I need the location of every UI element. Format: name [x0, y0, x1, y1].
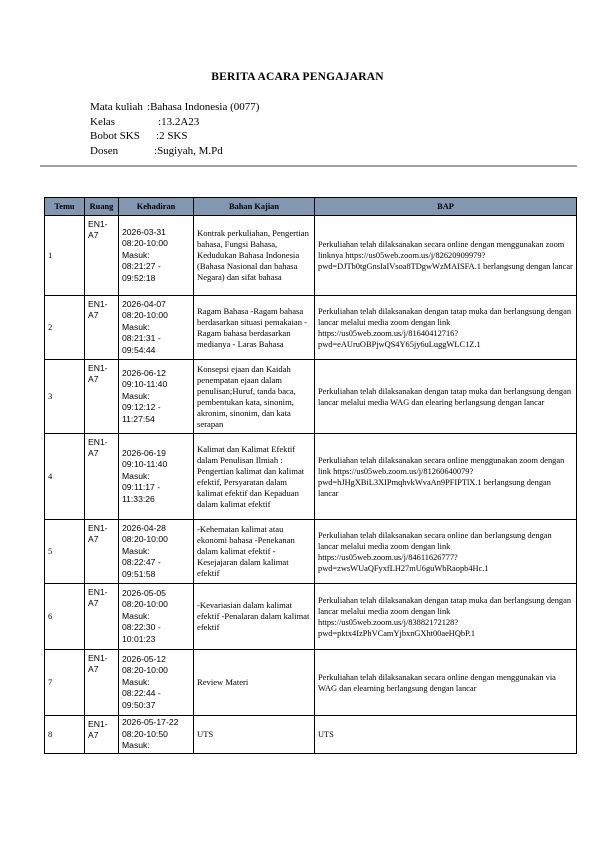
- document-title: BERITA ACARA PENGAJARAN: [211, 71, 384, 83]
- cell-bap: Perkuliahan telah dilaksanakan secara online menggunakan zoom dengan link https://us05web.zoom.us/j/81260640079?pwd=hJHgXBiL3XIPmqhvkWvaAn9PFIPTlX.1 berlangsung dengan lancar: [315, 434, 577, 520]
- meta-label: Mata kuliah: [90, 101, 143, 113]
- cell-bap: Perkuliahan telah dilaksanakan secara online dengan menggunakan via WAG dan elearning berlangsung dengan lancar: [315, 650, 577, 716]
- cell-kehadiran: 2026-04-07 08:20-10:00 Masuk: 08:21:31 - 09:54:44: [119, 296, 194, 360]
- meta-sep: :: [156, 130, 160, 142]
- column-header-bap: BAP: [315, 198, 577, 216]
- meta-sep: :: [147, 101, 151, 113]
- cell-bahan-kajian: -Kehematan kalimat atau ekonomi bahasa -Penekanan dalam kalimat efektif - Kesejajaran dalam kalimat efektif: [194, 520, 315, 584]
- cell-temu: 4: [45, 434, 85, 520]
- cell-bap: Perkuliahan telah dilaksanakan dengan tatap muka dan berlangsung dengan lancar melalui media zoom dengan link https://us05web.zoom.us/j/83882172128?pwd=pktx4IzPhVCamYjbxnGXht00aeHQbP.1: [315, 584, 577, 650]
- cell-bap: Perkuliahan telah dilaksanakan dengan tatap muka dan berlangsung dengan lancar melalui media WAG dan elearing berlangsung dengan lancar: [315, 360, 577, 434]
- meta-row-lecturer: [90, 144, 259, 159]
- meta-value: 13.2A23: [161, 115, 200, 128]
- cell-bahan-kajian: Konsepsi ejaan dan Kaidah penempatan ejaan dalam penulisan;Huruf, tanda baca, pembentukan kata, sinonim, akronim, sinonim, dan kata serapan: [194, 360, 315, 434]
- cell-ruang: EN1- A7: [85, 716, 119, 754]
- cell-kehadiran: 2026-06-12 09:10-11:40 Masuk: 09:12:12 - 11:27:54: [119, 360, 194, 434]
- cell-kehadiran: 2026-03-31 08:20-10:00 Masuk: 08:21:27 - 09:52:18: [119, 216, 194, 296]
- cell-ruang: EN1- A7: [85, 520, 119, 584]
- meta-label: Bobot SKS: [90, 130, 140, 142]
- cell-bahan-kajian: Review Materi: [194, 650, 315, 716]
- meta-value: Sugiyah, M.Pd: [157, 144, 223, 157]
- meta-sep: :: [158, 115, 162, 128]
- cell-temu: 1: [45, 216, 85, 296]
- cell-bap: Perkuliahan telah dilaksanakan dengan tatap muka dan berlangsung dengan lancar melalui media zoom dengan link https://us05web.zoom.us/j/81640412716?pwd=eAUruOBPjwQS4Y65jy6uLuggWLC1Z.1: [315, 296, 577, 360]
- cell-kehadiran: 2026-04-28 08:20-10:00 Masuk: 08:22:47 - 09:51:58: [119, 520, 194, 584]
- meta-row-credits: [90, 129, 259, 144]
- cell-ruang: EN1- A7: [85, 584, 119, 650]
- cell-kehadiran: 2026-05-12 08:20-10:00 Masuk: 08:22:44 - 09:50:37: [119, 650, 194, 716]
- cell-bahan-kajian: Kalimat dan Kalimat Efektif dalam Penulisan Ilmiah : Pengertian kalimat dan kalimat efektif, Persyaratan dalam kalimat efektif dan Kepaduan dalam kalimat efektif: [194, 434, 315, 520]
- header-divider: [40, 165, 577, 167]
- cell-bahan-kajian: UTS: [194, 716, 315, 754]
- cell-kehadiran: 2026-05-17-22 08:20-10:50 Masuk:: [119, 716, 194, 754]
- cell-kehadiran: 2026-05-05 08:20-10:00 Masuk: 08:22:30 - 10:01:23: [119, 584, 194, 650]
- table-row: [45, 216, 577, 296]
- course-info: [90, 100, 259, 158]
- cell-temu: 7: [45, 650, 85, 716]
- meta-label: Dosen: [90, 144, 119, 157]
- cell-ruang: EN1- A7: [85, 360, 119, 434]
- cell-temu: 6: [45, 584, 85, 650]
- meta-row-course: [90, 100, 259, 115]
- cell-temu: 3: [45, 360, 85, 434]
- cell-ruang: EN1- A7: [85, 434, 119, 520]
- cell-temu: 5: [45, 520, 85, 584]
- table-row: [45, 716, 577, 754]
- cell-temu: 8: [45, 716, 85, 754]
- cell-ruang: EN1- A7: [85, 650, 119, 716]
- table-row: [45, 360, 577, 434]
- cell-kehadiran: 2026-06-19 09:10-11:40 Masuk: 09:11:17 - 11:33:26: [119, 434, 194, 520]
- table-row: [45, 520, 577, 584]
- meta-label: Kelas: [90, 115, 116, 128]
- cell-bahan-kajian: Kontrak perkuliahan, Pengertian bahasa, Fungsi Bahasa, Kedudukan Bahasa Indonesia (Bahasa Nasional dan bahasa Negara) dan sifat bahasa: [194, 216, 315, 296]
- meta-sep: :: [154, 144, 158, 157]
- cell-bap: Perkuliahan telah dilaksanakan secara online dengan menggunakan zoom linknya https://us05web.zoom.us/j/82620909979?pwd=DJTb0tgGnsIaIVsoa8TDgwWzMAISFA.1 berlangsung dengan lancar: [315, 216, 577, 296]
- column-header-ruang: Ruang: [85, 198, 119, 216]
- cell-temu: 2: [45, 296, 85, 360]
- table-header-row: [45, 198, 577, 216]
- table-row: [45, 296, 577, 360]
- meta-row-class: [90, 115, 259, 130]
- cell-ruang: EN1- A7: [85, 296, 119, 360]
- meta-value: Bahasa Indonesia (0077): [150, 101, 260, 113]
- table-row: [45, 650, 577, 716]
- cell-ruang: EN1- A7: [85, 216, 119, 296]
- teaching-record-table: [44, 197, 577, 754]
- cell-bap: Perkuliahan telah dilaksanakan secara online dan berlangsung dengan lancar melalui media zoom dengan link https://us05web.zoom.us/j/84611626777?pwd=zwsWUaQFyxfLH27mU6guWbRaopb4Hc.1: [315, 520, 577, 584]
- table-row: [45, 434, 577, 520]
- table-row: [45, 584, 577, 650]
- cell-bahan-kajian: -Kevariasian dalam kalimat efektif -Penalaran dalam kalimat efektif: [194, 584, 315, 650]
- cell-bahan-kajian: Ragam Bahasa -Ragam bahasa berdasarkan situasi pemakaian - Ragam bahasa berdasarkan medianya - Laras Bahasa: [194, 296, 315, 360]
- meta-value: 2 SKS: [159, 130, 188, 142]
- column-header-kehadiran: Kehadiran: [119, 198, 194, 216]
- column-header-bahan-kajian: Bahan Kajian: [194, 198, 315, 216]
- cell-bap: UTS: [315, 716, 577, 754]
- column-header-temu: Temu: [45, 198, 85, 216]
